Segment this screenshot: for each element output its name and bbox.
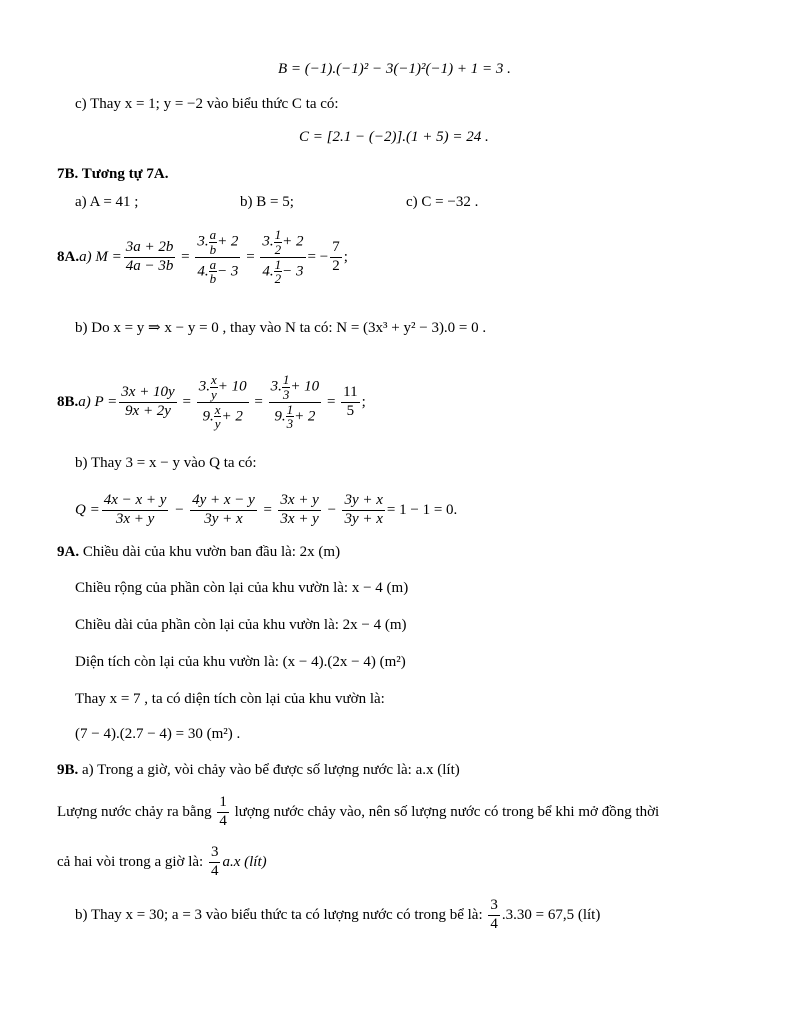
- label-9b: 9B.: [57, 762, 79, 778]
- fraction-q-4: $\frac{3y + x}{3y + x}$: [344, 492, 383, 527]
- numerator: 3a + 2b: [125, 239, 174, 256]
- expression-c-result: C = [2.1 − (−2)].(1 + 5) = 24 .: [299, 129, 489, 145]
- denominator: 4. $\frac{a}{b}$ − 3: [197, 256, 239, 287]
- fraction-m-2: [195, 228, 240, 286]
- fraction-p-3: 3. $\frac{1}{3}$ + 10 9. $\frac{1}{3}$ + 2: [270, 372, 320, 432]
- heading-7b: 7B. Tương tự 7A.: [57, 166, 169, 182]
- equals-minus: = −: [307, 248, 329, 265]
- fraction-three-quarter-2: $\frac{3}{4}$: [490, 897, 498, 932]
- denominator: 4a − 3b: [125, 257, 174, 274]
- problem-9a-line3: Chiều dài của phần còn lại của khu vườn là: 2x − 4 (m): [75, 617, 407, 633]
- answer-7b-a: a) A = 41 ;: [75, 194, 139, 210]
- numerator: 3. $\frac{a}{b}$ + 2: [197, 227, 239, 257]
- fraction-p-2: 3. $\frac{x}{y}$ + 10 9. $\frac{x}{y}$ + 2: [198, 372, 247, 432]
- fraction-q-2: $\frac{4y + x - y}{3y + x}$: [192, 492, 255, 527]
- problem-9a-line2: Chiều rộng của phần còn lại của khu vườn là: x − 4 (m): [75, 580, 409, 596]
- problem-8b-b: b) Thay 3 = x − y vào Q ta có:: [75, 455, 257, 471]
- answer-7b-b: b) B = 5;: [240, 194, 294, 210]
- label-8a: 8A.: [57, 248, 80, 265]
- problem-8b-equation: 8B. a) P = $\frac{3x + 10y}{9x + 2y}$ = 3. $\frac{x}{y}$ + 10 9. $\frac{x}{y}$ + 2 = 3. $\frac{1}{3}$ + 10 9. $\frac{1}{3}$ + 2 = $\frac{11}{5}$ ;: [57, 372, 366, 432]
- fraction-one-quarter: $\frac{1}{4}$: [219, 794, 227, 829]
- denominator: 4. $\frac{1}{2}$ − 3: [262, 256, 304, 287]
- answer-7b-c: c) C = −32 .: [406, 194, 479, 210]
- fraction-m-result: $\frac{7}{2}$: [332, 239, 340, 274]
- problem-8a-b: b) Do x = y ⇒ x − y = 0 , thay vào N ta có: N = (3x³ + y² − 3).0 = 0 .: [75, 320, 487, 336]
- fraction-p-1: $\frac{3x + 10y}{9x + 2y}$: [121, 384, 175, 419]
- label-9a: 9A.: [57, 544, 80, 560]
- fraction-q-1: $\frac{4x - x + y}{3x + y}$: [103, 492, 167, 527]
- fraction-q-3: $\frac{3x + y}{3x + y}$: [280, 492, 319, 527]
- expression-b-result: B = (−1).(−1)² − 3(−1)²(−1) + 1 = 3 .: [278, 61, 511, 77]
- fraction-m-3: [260, 228, 305, 286]
- problem-9b-line4: b) Thay x = 30; a = 3 vào biểu thức ta có lượng nước có trong bể là: $\frac{3}{4}$ .3.30 = 67,5 (lít): [75, 897, 601, 932]
- fraction-p-result: $\frac{11}{5}$: [343, 384, 358, 419]
- problem-9a-line5: Thay x = 7 , ta có diện tích còn lại của khu vườn là:: [75, 691, 385, 707]
- m-equals: a) M =: [79, 248, 122, 265]
- p-equals: a) P =: [78, 393, 118, 410]
- label-8b: 8B.: [57, 393, 79, 410]
- problem-9b-line2: Lượng nước chảy ra bằng $\frac{1}{4}$ lượng nước chảy vào, nên số lượng nước có trong bể khi mở đồng thời: [57, 794, 660, 829]
- problem-9a-line1: 9A. Chiều dài của khu vườn ban đầu là: 2x (m): [57, 544, 341, 560]
- problem-9b-line1: 9B. a) Trong a giờ, vòi chảy vào bể được số lượng nước là: a.x (lít): [57, 762, 460, 778]
- numerator: 3. $\frac{1}{2}$ + 2: [262, 227, 304, 257]
- part-c-intro: c) Thay x = 1; y = −2 vào biểu thức C ta có:: [75, 96, 339, 112]
- expression-q: Q = $\frac{4x - x + y}{3x + y}$ − $\frac{4y + x - y}{3y + x}$ = $\frac{3x + y}{3x + y}$ − $\frac{3y + x}{3y + x}$ = 1 − 1 = 0.: [75, 492, 458, 527]
- fraction-m-1: [124, 239, 176, 275]
- problem-9a-line4: Diện tích còn lại của khu vườn là: (x − 4).(2x − 4) (m²): [75, 654, 406, 670]
- fraction-three-quarter: $\frac{3}{4}$: [210, 844, 219, 879]
- problem-8a-equation: 8A. a) M = $\frac{3a + 2b}{4a - 3b}$ = 3. $\frac{a}{b}$ + 2 4. $\frac{a}{b}$ − 3 = 3. $\frac{1}{2}$ + 2 4. $\frac{1}{2}$ − 3 = − $\frac{7}{2}$ ;: [57, 227, 348, 287]
- problem-9b-line3: cả hai vòi trong a giờ là: $\frac{3}{4}$ a.x (lít): [57, 844, 267, 879]
- problem-9a-line6: (7 − 4).(2.7 − 4) = 30 (m²) .: [75, 726, 241, 742]
